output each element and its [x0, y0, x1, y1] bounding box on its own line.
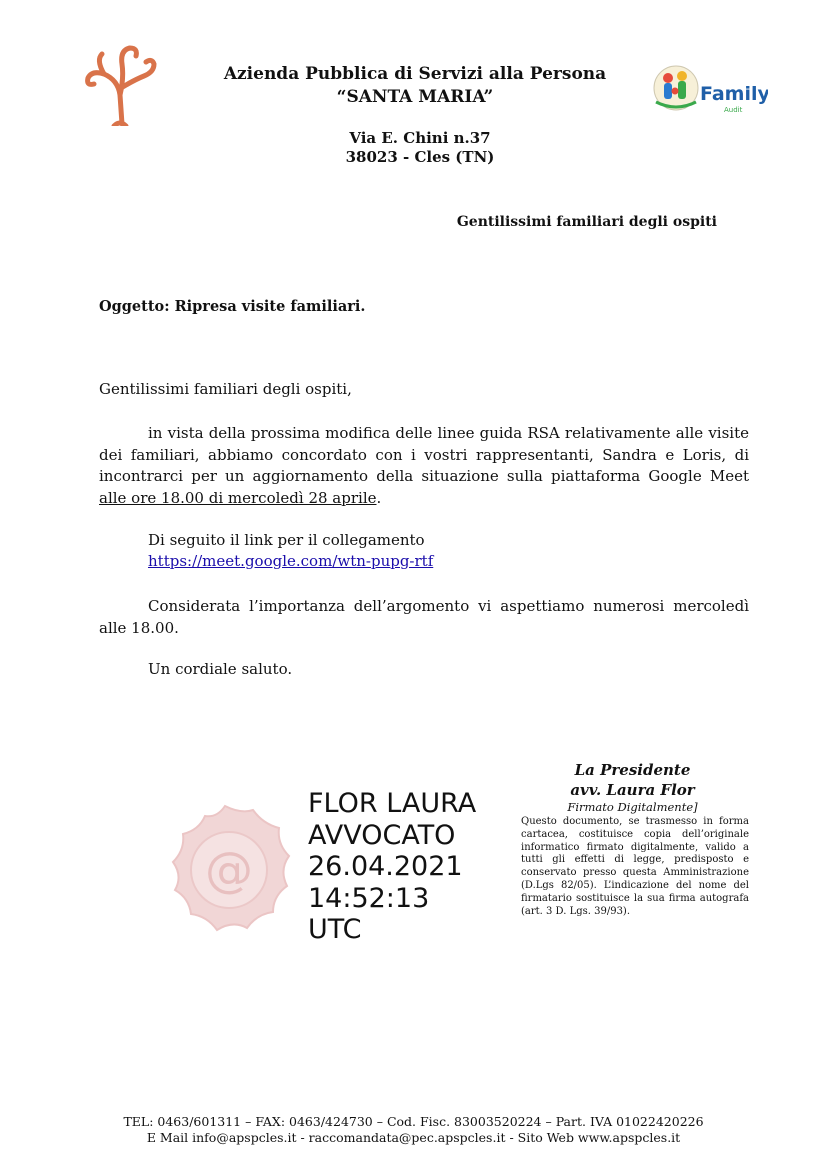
salutation: Gentilissimi familiari degli ospiti, — [99, 380, 352, 398]
stamp-line-4: 14:52:13 — [308, 882, 430, 914]
president-name: avv. Laura Flor — [570, 781, 695, 799]
footer-contacts: TEL: 0463/601311 – FAX: 0463/424730 – Cod. Fisc. 83003520224 – Part. IVA 01022420226 — [123, 1114, 704, 1129]
president-block — [515, 760, 750, 815]
family-audit-logo-icon — [650, 58, 768, 120]
meet-link[interactable]: https://meet.google.com/wtn-pupg-rtf — [148, 552, 434, 570]
link-intro: Di seguito il link per il collegamento — [148, 531, 425, 549]
org-name: Azienda Pubblica di Servizi alla Persona — [223, 64, 607, 84]
address-street: Via E. Chini n.37 — [349, 129, 491, 147]
org-subname: “SANTA MARIA” — [336, 87, 494, 107]
footer-web: E Mail info@apspcles.it - raccomandata@pec.apspcles.it - Sito Web www.apspcles.it — [146, 1130, 681, 1145]
paragraph-2: Considerata l’importanza dell’argomento vi aspettiamo numerosi mercoledì alle 18.00. — [99, 597, 749, 637]
closing: Un cordiale saluto. — [148, 660, 293, 678]
tree-logo-icon — [74, 40, 160, 126]
stamp-line-3: 26.04.2021 — [308, 851, 463, 882]
family-logo-text: Family — [700, 83, 768, 105]
legal-notice: Questo documento, se trasmesso in forma cartacea, costituisce copia dell’originale informatico firmato digitalmente, valido a tutti gli effetti di legge, predisposto e conservato presso questa Amministrazione (D.Lgs 82/05). L’indicazione del nome del firmatario sostituisce la sua firma autografa (art. 3 D. Lgs. 39/93). — [521, 816, 749, 917]
stamp-line-1: FLOR LAURA — [308, 788, 477, 819]
meeting-time: alle ore 18.00 di mercoledì 28 aprile — [99, 488, 377, 507]
stamp-line-5: UTC — [308, 914, 362, 945]
svg-text:@: @ — [205, 842, 253, 898]
paragraph-1-text: in vista della prossima modifica delle linee guida RSA relativamente alle visite dei familiari, abbiamo concordato con i vostri rappresentanti, Sandra e Loris, di incontrarci per un aggiornamento della situazione sulla piattaforma Google Meet — [99, 424, 749, 485]
audit-logo-text: Audit — [724, 106, 743, 114]
paragraph-1-end: . — [376, 488, 382, 507]
signed-digitally: Firmato Digitalmente] — [567, 800, 698, 814]
paragraph-1 — [99, 423, 749, 509]
address-city: 38023 - Cles (TN) — [345, 148, 495, 166]
president-title: La Presidente — [574, 761, 691, 779]
signature-stamp — [308, 788, 476, 946]
digital-signature-seal-icon — [155, 800, 295, 940]
subject: Oggetto: Ripresa visite familiari. — [99, 298, 366, 315]
recipient: Gentilissimi familiari degli ospiti — [456, 214, 717, 230]
stamp-line-2: AVVOCATO — [308, 819, 456, 851]
